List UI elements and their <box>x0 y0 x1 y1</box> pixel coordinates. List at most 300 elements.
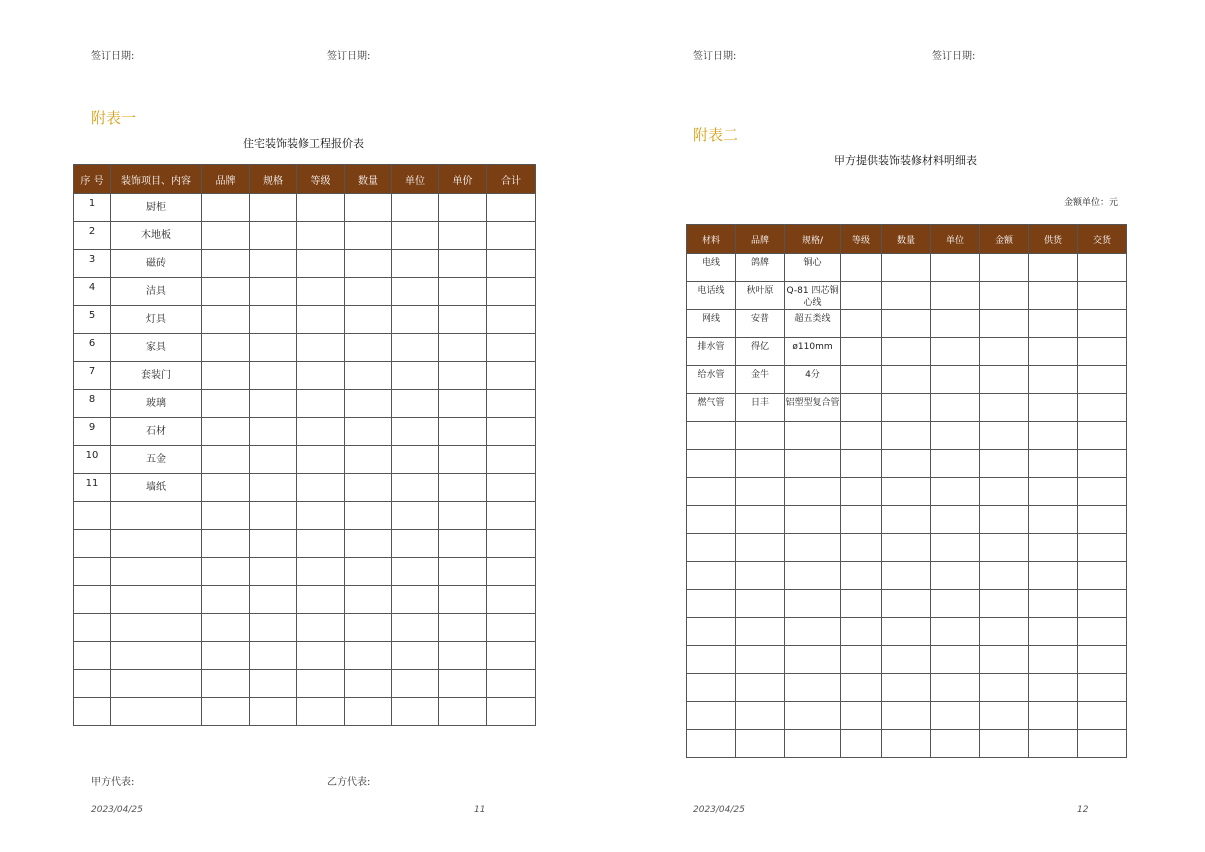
quotation-cell <box>202 698 250 726</box>
quotation-cell <box>392 446 439 474</box>
quotation-table-header <box>74 165 536 194</box>
materials-cell <box>882 366 931 394</box>
quotation-cell <box>202 502 250 530</box>
table-row <box>687 730 1127 758</box>
quotation-cell <box>392 474 439 502</box>
materials-cell <box>736 590 785 618</box>
quotation-cell <box>250 670 297 698</box>
materials-cell <box>1029 310 1078 338</box>
quotation-cell <box>487 474 536 502</box>
quotation-cell <box>487 642 536 670</box>
materials-cell: 超五类线 <box>785 310 841 338</box>
table-row <box>74 642 536 670</box>
materials-cell <box>1029 338 1078 366</box>
quotation-cell <box>487 278 536 306</box>
table-row <box>687 618 1127 646</box>
quotation-cell <box>202 222 250 250</box>
quotation-cell <box>439 530 487 558</box>
quotation-cell <box>487 334 536 362</box>
materials-cell <box>1029 702 1078 730</box>
quotation-cell <box>297 614 345 642</box>
materials-header-cell: 等级 <box>841 225 882 254</box>
quotation-cell: 玻璃 <box>111 390 202 418</box>
materials-cell <box>687 730 736 758</box>
materials-cell <box>980 730 1029 758</box>
materials-cell <box>931 702 980 730</box>
materials-cell <box>785 422 841 450</box>
quotation-cell <box>297 390 345 418</box>
materials-cell <box>736 674 785 702</box>
quotation-cell: 厨柜 <box>111 194 202 222</box>
quotation-cell: 1 <box>74 194 111 222</box>
materials-cell <box>1078 562 1127 590</box>
materials-cell <box>841 534 882 562</box>
materials-cell <box>841 562 882 590</box>
quotation-cell <box>392 642 439 670</box>
quotation-cell <box>392 306 439 334</box>
materials-cell <box>931 646 980 674</box>
quotation-cell <box>439 502 487 530</box>
table-row <box>74 586 536 614</box>
quotation-cell <box>202 194 250 222</box>
materials-cell <box>687 590 736 618</box>
quotation-cell <box>392 530 439 558</box>
materials-cell <box>1029 534 1078 562</box>
quotation-cell <box>392 278 439 306</box>
quotation-cell <box>487 418 536 446</box>
quotation-cell <box>439 390 487 418</box>
quotation-cell: 3 <box>74 250 111 278</box>
materials-cell <box>882 450 931 478</box>
materials-cell <box>882 730 931 758</box>
materials-cell <box>931 562 980 590</box>
quotation-cell <box>487 250 536 278</box>
materials-cell <box>1078 422 1127 450</box>
quotation-cell <box>392 586 439 614</box>
quotation-table <box>73 164 536 726</box>
table-row <box>74 250 536 278</box>
materials-cell <box>980 562 1029 590</box>
materials-cell <box>931 310 980 338</box>
materials-cell <box>687 562 736 590</box>
quotation-cell <box>202 446 250 474</box>
quotation-cell <box>297 670 345 698</box>
quotation-cell <box>392 250 439 278</box>
quotation-cell <box>250 194 297 222</box>
quotation-cell <box>345 306 392 334</box>
materials-cell <box>882 562 931 590</box>
materials-cell: 网线 <box>687 310 736 338</box>
materials-cell <box>687 506 736 534</box>
materials-cell <box>687 646 736 674</box>
quotation-cell: 磁砖 <box>111 250 202 278</box>
quotation-cell <box>74 586 111 614</box>
sign-date-label-4: 签订日期: <box>932 51 976 62</box>
materials-cell <box>1078 366 1127 394</box>
materials-cell <box>1029 646 1078 674</box>
quotation-header-cell: 装饰项目、内容 <box>111 165 202 194</box>
materials-cell <box>841 506 882 534</box>
quotation-cell <box>297 474 345 502</box>
quotation-cell <box>392 698 439 726</box>
quotation-cell <box>345 558 392 586</box>
quotation-cell <box>345 614 392 642</box>
quotation-cell <box>74 642 111 670</box>
materials-cell <box>785 618 841 646</box>
materials-cell <box>1078 394 1127 422</box>
materials-cell <box>785 730 841 758</box>
table-row <box>687 282 1127 310</box>
materials-cell <box>980 478 1029 506</box>
quotation-cell: 墙纸 <box>111 474 202 502</box>
materials-cell <box>980 394 1029 422</box>
table-row <box>74 194 536 222</box>
quotation-cell <box>439 222 487 250</box>
materials-cell <box>980 674 1029 702</box>
quotation-cell <box>439 250 487 278</box>
materials-cell: 秋叶原 <box>736 282 785 310</box>
quotation-cell <box>250 502 297 530</box>
quotation-cell <box>439 194 487 222</box>
materials-cell <box>841 730 882 758</box>
quotation-cell <box>439 586 487 614</box>
materials-cell <box>841 478 882 506</box>
quotation-cell: 4 <box>74 278 111 306</box>
materials-cell <box>841 254 882 282</box>
quotation-cell <box>297 586 345 614</box>
quotation-cell <box>250 558 297 586</box>
materials-header-cell: 品牌 <box>736 225 785 254</box>
quotation-cell <box>111 670 202 698</box>
party-b-representative-label: 乙方代表: <box>327 777 371 788</box>
quotation-cell <box>345 642 392 670</box>
table-row <box>687 674 1127 702</box>
materials-cell <box>980 450 1029 478</box>
currency-unit-note: 金额单位：元 <box>1064 198 1119 208</box>
quotation-cell <box>392 502 439 530</box>
table-row <box>74 530 536 558</box>
quotation-cell <box>345 418 392 446</box>
quotation-cell <box>202 642 250 670</box>
materials-cell <box>1029 618 1078 646</box>
quotation-cell <box>439 698 487 726</box>
quotation-cell <box>345 390 392 418</box>
quotation-cell: 2 <box>74 222 111 250</box>
materials-cell <box>980 422 1029 450</box>
quotation-cell <box>74 670 111 698</box>
quotation-cell <box>250 446 297 474</box>
materials-cell <box>980 618 1029 646</box>
quotation-cell <box>250 334 297 362</box>
appendix-two-heading: 附表二 <box>693 126 739 144</box>
quotation-cell <box>487 390 536 418</box>
table-row <box>687 534 1127 562</box>
quotation-cell <box>392 614 439 642</box>
quotation-cell: 石材 <box>111 418 202 446</box>
materials-cell <box>931 422 980 450</box>
table-row <box>74 446 536 474</box>
table-row <box>74 390 536 418</box>
materials-cell <box>1078 450 1127 478</box>
quotation-cell <box>392 390 439 418</box>
quotation-cell <box>74 530 111 558</box>
quotation-cell <box>111 558 202 586</box>
materials-cell: 排水管 <box>687 338 736 366</box>
quotation-cell <box>202 474 250 502</box>
materials-cell <box>1029 478 1078 506</box>
materials-cell <box>841 450 882 478</box>
table-row <box>687 702 1127 730</box>
quotation-cell <box>202 250 250 278</box>
quotation-cell <box>297 306 345 334</box>
materials-cell <box>687 422 736 450</box>
materials-cell <box>687 702 736 730</box>
materials-cell: 电话线 <box>687 282 736 310</box>
materials-cell <box>736 478 785 506</box>
materials-table-title: 甲方提供装饰装修材料明细表 <box>834 154 977 167</box>
quotation-header-cell: 规格 <box>250 165 297 194</box>
materials-cell <box>980 506 1029 534</box>
materials-cell <box>1078 282 1127 310</box>
materials-cell <box>882 310 931 338</box>
quotation-table-title: 住宅装饰装修工程报价表 <box>243 137 364 150</box>
materials-cell <box>882 422 931 450</box>
materials-cell <box>785 702 841 730</box>
table-row <box>687 366 1127 394</box>
quotation-cell <box>392 194 439 222</box>
materials-cell <box>736 562 785 590</box>
materials-cell <box>882 646 931 674</box>
quotation-cell <box>487 446 536 474</box>
quotation-cell <box>202 586 250 614</box>
materials-header-cell: 单位 <box>931 225 980 254</box>
footer-date-right: 2023/04/25 <box>693 805 745 815</box>
quotation-header-cell: 等级 <box>297 165 345 194</box>
appendix-one-heading: 附表一 <box>91 109 137 127</box>
table-row <box>74 558 536 586</box>
materials-cell <box>931 254 980 282</box>
materials-cell <box>931 730 980 758</box>
quotation-cell <box>111 642 202 670</box>
materials-cell <box>841 282 882 310</box>
materials-cell <box>1078 646 1127 674</box>
materials-cell <box>1029 590 1078 618</box>
quotation-cell <box>297 334 345 362</box>
quotation-cell <box>487 670 536 698</box>
materials-cell <box>785 590 841 618</box>
quotation-cell: 9 <box>74 418 111 446</box>
quotation-cell <box>345 474 392 502</box>
materials-header-cell: 规格/ <box>785 225 841 254</box>
materials-cell <box>1029 282 1078 310</box>
quotation-cell: 家具 <box>111 334 202 362</box>
materials-cell <box>882 478 931 506</box>
quotation-cell <box>74 502 111 530</box>
quotation-header-cell: 数量 <box>345 165 392 194</box>
quotation-cell <box>297 698 345 726</box>
quotation-cell <box>392 558 439 586</box>
materials-cell <box>1029 730 1078 758</box>
quotation-cell <box>297 362 345 390</box>
quotation-cell <box>297 278 345 306</box>
quotation-cell <box>74 614 111 642</box>
materials-cell: 燃气管 <box>687 394 736 422</box>
materials-cell <box>882 702 931 730</box>
quotation-cell <box>202 362 250 390</box>
quotation-cell <box>487 194 536 222</box>
quotation-cell <box>250 474 297 502</box>
quotation-cell <box>111 614 202 642</box>
quotation-cell: 五金 <box>111 446 202 474</box>
materials-cell <box>931 506 980 534</box>
materials-table-header <box>687 225 1127 254</box>
quotation-cell <box>202 670 250 698</box>
quotation-cell <box>345 250 392 278</box>
materials-cell <box>1078 506 1127 534</box>
materials-cell <box>882 506 931 534</box>
materials-cell <box>736 618 785 646</box>
materials-cell <box>785 478 841 506</box>
materials-cell: 安普 <box>736 310 785 338</box>
materials-cell: ø110mm <box>785 338 841 366</box>
materials-header-cell: 数量 <box>882 225 931 254</box>
quotation-cell <box>487 614 536 642</box>
materials-cell <box>841 590 882 618</box>
quotation-cell <box>487 502 536 530</box>
materials-cell <box>980 254 1029 282</box>
quotation-cell: 洁具 <box>111 278 202 306</box>
materials-cell: 铜心 <box>785 254 841 282</box>
page-number-right: 12 <box>1077 805 1089 815</box>
materials-cell <box>736 730 785 758</box>
quotation-cell: 套装门 <box>111 362 202 390</box>
table-row <box>687 478 1127 506</box>
party-a-representative-label: 甲方代表: <box>91 777 135 788</box>
materials-cell <box>931 590 980 618</box>
materials-cell <box>1078 478 1127 506</box>
quotation-cell <box>439 446 487 474</box>
quotation-cell: 灯具 <box>111 306 202 334</box>
materials-cell <box>785 562 841 590</box>
materials-cell <box>931 478 980 506</box>
quotation-cell <box>111 502 202 530</box>
quotation-cell: 8 <box>74 390 111 418</box>
quotation-cell <box>297 558 345 586</box>
materials-cell <box>931 366 980 394</box>
materials-cell <box>931 394 980 422</box>
quotation-cell <box>202 614 250 642</box>
materials-cell <box>980 590 1029 618</box>
table-row <box>74 222 536 250</box>
footer-date-left: 2023/04/25 <box>91 805 143 815</box>
materials-cell <box>980 338 1029 366</box>
materials-cell <box>1029 562 1078 590</box>
table-row <box>687 590 1127 618</box>
table-row <box>74 418 536 446</box>
materials-cell <box>980 702 1029 730</box>
materials-cell <box>1029 674 1078 702</box>
table-row <box>74 278 536 306</box>
materials-cell <box>841 310 882 338</box>
materials-cell <box>736 422 785 450</box>
quotation-cell <box>345 194 392 222</box>
quotation-cell <box>345 446 392 474</box>
quotation-cell <box>202 418 250 446</box>
materials-header-cell: 供货 <box>1029 225 1078 254</box>
materials-cell <box>841 646 882 674</box>
materials-cell <box>882 590 931 618</box>
materials-cell <box>1078 338 1127 366</box>
quotation-cell <box>345 278 392 306</box>
quotation-cell <box>345 530 392 558</box>
materials-cell <box>980 282 1029 310</box>
quotation-cell <box>392 334 439 362</box>
table-row <box>74 614 536 642</box>
quotation-cell <box>439 306 487 334</box>
quotation-cell <box>392 362 439 390</box>
materials-header-cell: 材料 <box>687 225 736 254</box>
materials-cell: 得亿 <box>736 338 785 366</box>
table-row <box>687 422 1127 450</box>
materials-cell <box>931 450 980 478</box>
quotation-cell <box>202 558 250 586</box>
materials-cell <box>931 282 980 310</box>
quotation-header-cell: 序 号 <box>74 165 111 194</box>
quotation-cell: 6 <box>74 334 111 362</box>
quotation-header-cell: 品牌 <box>202 165 250 194</box>
materials-cell <box>1029 394 1078 422</box>
page-number-left: 11 <box>474 805 486 815</box>
materials-cell <box>841 422 882 450</box>
quotation-cell <box>297 642 345 670</box>
quotation-cell <box>297 250 345 278</box>
materials-cell <box>785 534 841 562</box>
quotation-cell <box>392 222 439 250</box>
materials-cell <box>980 646 1029 674</box>
quotation-cell <box>487 530 536 558</box>
materials-cell <box>1078 674 1127 702</box>
quotation-cell <box>297 502 345 530</box>
quotation-cell <box>74 698 111 726</box>
quotation-cell <box>439 642 487 670</box>
materials-cell <box>785 674 841 702</box>
materials-cell: Q-81 四芯铜心线 <box>785 282 841 310</box>
quotation-cell <box>202 390 250 418</box>
quotation-cell <box>345 362 392 390</box>
quotation-cell <box>202 278 250 306</box>
materials-cell <box>1029 450 1078 478</box>
table-row <box>74 502 536 530</box>
quotation-cell: 木地板 <box>111 222 202 250</box>
quotation-cell <box>439 418 487 446</box>
sign-date-label-1: 签订日期: <box>91 51 135 62</box>
materials-cell <box>687 674 736 702</box>
materials-cell <box>882 338 931 366</box>
quotation-cell <box>487 558 536 586</box>
quotation-cell <box>487 698 536 726</box>
materials-cell <box>931 674 980 702</box>
quotation-cell <box>345 334 392 362</box>
quotation-cell <box>111 530 202 558</box>
table-row <box>74 306 536 334</box>
quotation-cell <box>297 446 345 474</box>
materials-cell <box>736 646 785 674</box>
materials-cell <box>841 366 882 394</box>
materials-cell <box>841 338 882 366</box>
table-row <box>687 254 1127 282</box>
quotation-cell <box>297 418 345 446</box>
table-row <box>74 698 536 726</box>
